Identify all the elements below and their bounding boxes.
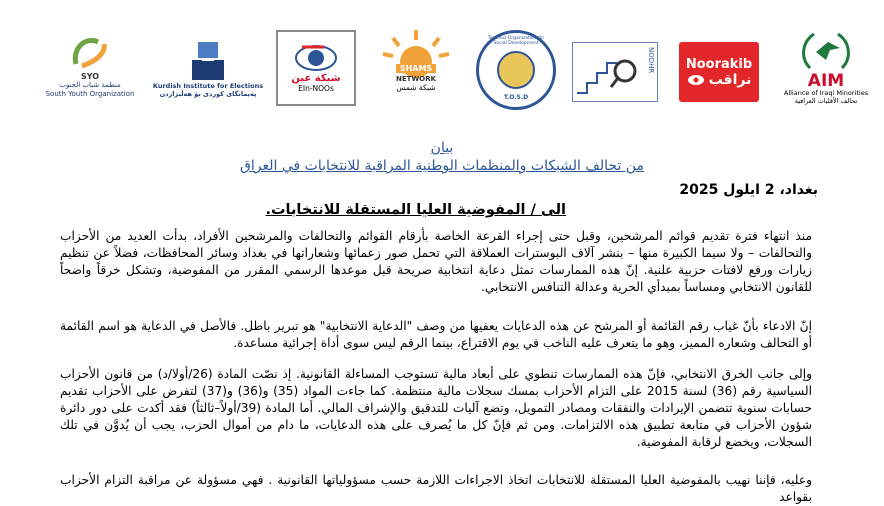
aim-wordmark: AIM bbox=[807, 71, 845, 91]
noorakib-wordmark: Noorakib bbox=[685, 56, 753, 72]
syo-wordmark: SYO bbox=[80, 72, 100, 81]
syo-caption: منظمة شباب الجنوب South Youth Organization bbox=[45, 81, 135, 98]
globe-eye-icon bbox=[294, 43, 338, 73]
paragraph-3: وإلى جانب الخرق الانتخابي، فإنّ هذه الممارسات تنطوي على أبعاد مالية تستوجب المساءلة القانونية. إذ نصّت المادة (26/أولا/د) من قانون الأحزاب السياسية رقم (36) لسنة 2015 على التزام الأحزاب بمسك سجلات مالية منتظمة. كما جاءت المواد (35) و(36) و(37) لتفرض على الأحزاب تقديم حسابات سنوية تتضمن الإيرادات والنفقات ومصادر التمويل، وتضع آليات للتدقيق والإشراف المالي. أما المادة (39/أولاً–ثالثاً) فقد أكدت على دور دائرة شؤون الأحزاب في متابعة تطبيق هذه الالتزامات. ومن ثم فإنّ كل ما يُصرف على هذه الدعايات، ما دام من أموال الحزب، يجب أن يُدوَّن في تلك السجلات، ويخضع لرقابة المفوضية. bbox=[60, 367, 812, 449]
paragraph-2: إنّ الادعاء بأنّ غياب رقم القائمة أو المرشح عن هذه الدعايات يعفيها من وصف "الدعاية الانتخابية" هو تبرير باطل. فالأصل في الدعاية هو اسم القائمة أو التحالف وشعاره المميز، وهو ما يتعرف عليه الناخب في يوم الاقتراع، بينما الرقم ليس سوى أداة إجرائية مساعدة. bbox=[60, 319, 812, 350]
shams-network: NETWORK bbox=[396, 75, 436, 83]
shams-caption: شبكة شمس bbox=[396, 83, 436, 92]
shams-logo bbox=[376, 28, 456, 92]
dateline: بغداد، 2 ايلول 2025 bbox=[679, 182, 818, 198]
ballot-box-icon bbox=[186, 38, 230, 82]
magnifier-stairs-icon bbox=[573, 43, 657, 101]
addressee: الى / المفوضية العليا المستقلة للانتخابات. bbox=[265, 202, 566, 218]
tosd-logo bbox=[477, 30, 555, 110]
logo-strip bbox=[0, 28, 884, 114]
ein-logo bbox=[275, 30, 357, 106]
noorakib-logo bbox=[678, 42, 760, 102]
aim-caption: Alliance of Iraqi Minorities تحالف الأقليات العراقية bbox=[783, 89, 869, 105]
statement-title: بيان bbox=[430, 140, 454, 156]
nodhr-logo bbox=[572, 42, 658, 102]
tosd-emblem-icon bbox=[497, 51, 535, 89]
nodhr-wordmark: NODHR bbox=[647, 47, 655, 74]
tosd-ring-text: Tammuz Organization for Social Development bbox=[487, 36, 545, 46]
statement-subtitle: من تحالف الشبكات والمنظمات الوطنية المراقبة للانتخابات في العراق bbox=[240, 158, 644, 174]
paragraph-4: وعليه، فإننا نهيب بالمفوضية العليا المستقلة للانتخابات اتخاذ الاجراءات اللازمة حسب مسؤولياتها القانونية . فهي مسؤولة عن مراقبة التزام الأحزاب بقواعد bbox=[60, 473, 812, 504]
shams-wordmark: SHAMS bbox=[396, 64, 436, 73]
kie-logo bbox=[152, 38, 264, 98]
aim-logo bbox=[776, 28, 876, 105]
swirl-icon bbox=[68, 32, 112, 72]
noorakib-arabic: نراقب bbox=[708, 71, 752, 88]
ein-wordmark: شبكة عين bbox=[291, 73, 341, 84]
dove-wreath-icon bbox=[796, 28, 856, 72]
ein-caption: EIn-NOOs bbox=[298, 84, 334, 93]
syo-logo bbox=[40, 32, 140, 99]
kie-caption: Kurdish Institute for Elections پەیمانگای کوردی بۆ هەڵبژاردن bbox=[152, 82, 264, 98]
tosd-abbr: T.O.S.D bbox=[503, 94, 529, 101]
eye-icon bbox=[687, 74, 705, 86]
paragraph-1: منذ انتهاء فترة تقديم قوائم المرشحين، وقبل حتى إجراء القرعة الخاصة بأرقام القوائم والتحالفات والمرشحين الأفراد، بدأت العديد من الأحزاب والتحالفات – ولا سيما الكبيرة منها – بنشر آلاف البوسترات العملاقة التي تحمل صور زعمائها وشعاراتها في بغداد وسائر المحافظات، فضلاً عن تنظيم زيارات ورفع لافتات حزبية علنية. إنّ هذه الممارسات تمثل دعاية انتخابية صريحة قبل موعدها الرسمي المقرر من المفوضية، وتشكل خرقاً واضحاً للقانون الانتخابي ومساساً بمبدأي الحرية وعدالة التنافس الانتخابي. bbox=[60, 229, 812, 294]
